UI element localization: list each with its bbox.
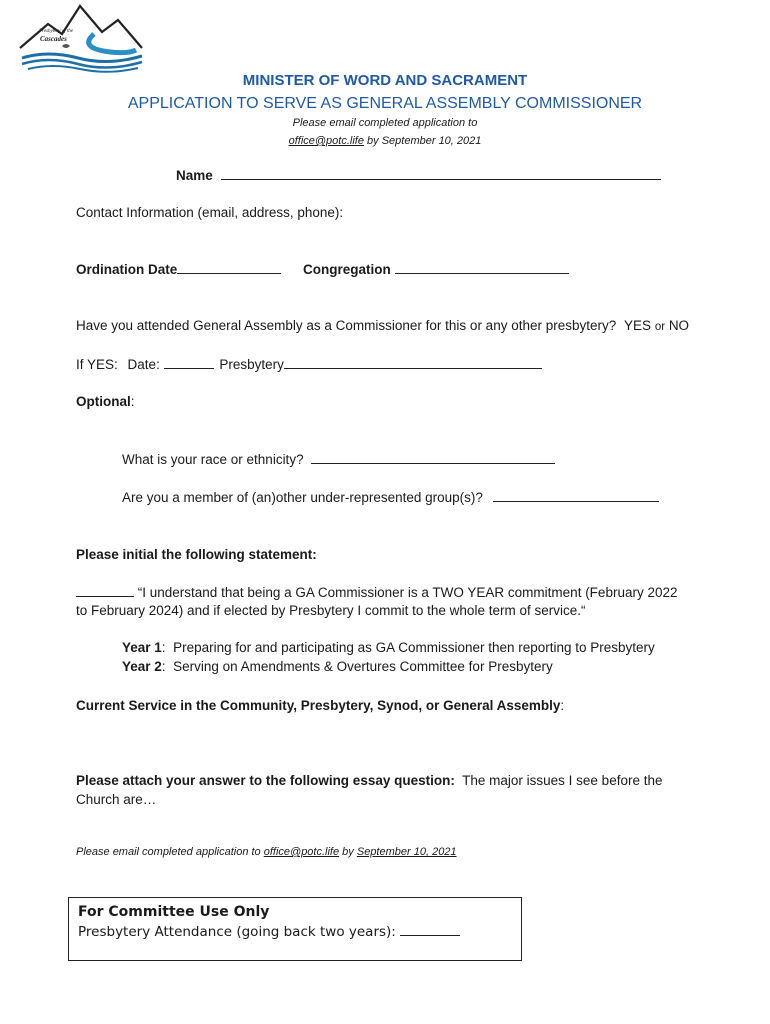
congregation-row [303,261,569,277]
page-title: MINISTER OF WORD AND SACRAMENT [242,72,528,89]
year-1-text: Preparing for and participating as GA Commissioner then reporting to Presbytery [173,640,655,655]
optional-heading: Optional: [76,394,135,409]
date-label: Date: [127,357,160,372]
essay-row: Please attach your answer to the following essay question: The major issues I see before the [76,773,663,788]
name-label: Name [176,168,213,183]
instruction-line: Please email completed application to [292,117,478,129]
committee-box-title: For Committee Use Only [78,904,270,920]
essay-text-1: The major issues I see before the [462,773,663,788]
presbytery-label: Presbytery [219,357,284,372]
race-question: What is your race or ethnicity? [122,452,304,467]
essay-label: Please attach your answer to the following essay question [76,773,451,788]
deadline-text: by September 10, 2021 [367,135,482,147]
race-field[interactable] [311,451,555,464]
race-row [122,451,555,467]
statement-heading: Please initial the following statement: [76,547,317,562]
name-row [176,167,661,183]
committee-use-box [68,897,522,961]
ordination-label: Ordination Date [76,262,178,277]
optional-label: Optional [76,394,131,409]
presbytery-field[interactable] [284,356,542,369]
if-yes-row [76,356,542,372]
group-field[interactable] [493,489,659,502]
logo-text-main: Cascades [40,35,67,43]
attendance-row [78,923,460,940]
date-field[interactable] [164,356,214,369]
group-question: Are you a member of (an)other under-represented group(s)? [122,490,483,505]
group-row [122,489,659,505]
congregation-label: Congregation [303,262,391,277]
service-label: Current Service in the Community, Presbytery, Synod, or General Assembly [76,698,561,713]
statement-line-1 [76,584,678,600]
email-link[interactable]: office@potc.life [288,135,364,147]
page-subtitle: APPLICATION TO SERVE AS GENERAL ASSEMBLY COMMISSIONER [127,95,643,112]
year-1-row: Year 1: Preparing for and participating as GA Commissioner then reporting to Presbytery [122,640,655,655]
footer-instruction [76,846,457,858]
if-yes-label: If YES: [76,357,118,372]
attended-row [76,318,689,333]
no-option[interactable]: NO [668,318,690,333]
footer-prefix: Please email completed application to [76,846,261,858]
contact-label: Contact Information (email, address, phone): [76,205,344,220]
attendance-label: Presbytery Attendance (going back two years): [78,924,396,940]
presbytery-logo [18,2,146,74]
footer-date: September 10, 2021 [356,846,457,858]
footer-email-link[interactable]: office@potc.life [263,846,340,858]
year-2-label: Year 2 [122,659,162,674]
initial-field[interactable] [76,584,134,597]
attendance-field[interactable] [400,923,460,936]
ordination-row [76,261,281,277]
ordination-date-field[interactable] [177,261,281,274]
footer-by: by [342,846,354,858]
or-text: or [654,321,666,333]
year-1-label: Year 1 [122,640,162,655]
year-2-row: Year 2: Serving on Amendments & Overtures Committee for Presbytery [122,659,553,674]
statement-line-2: to February 2024) and if elected by Presbytery I commit to the whole term of service.“ [76,603,586,618]
logo-text-top: Presbytery of the [39,29,73,34]
instruction-email-line [0,135,770,147]
statement-text-1: “I understand that being a GA Commissioner is a TWO YEAR commitment (February 2022 [137,585,678,600]
essay-text-2: Church are… [76,792,157,807]
attended-question: Have you attended General Assembly as a Commissioner for this or any other presbytery? [76,318,617,333]
congregation-field[interactable] [395,261,569,274]
year-2-text: Serving on Amendments & Overtures Committee for Presbytery [173,659,553,674]
yes-option[interactable]: YES [624,318,652,333]
service-heading: Current Service in the Community, Presbytery, Synod, or General Assembly: [76,698,565,713]
name-field[interactable] [221,167,661,180]
